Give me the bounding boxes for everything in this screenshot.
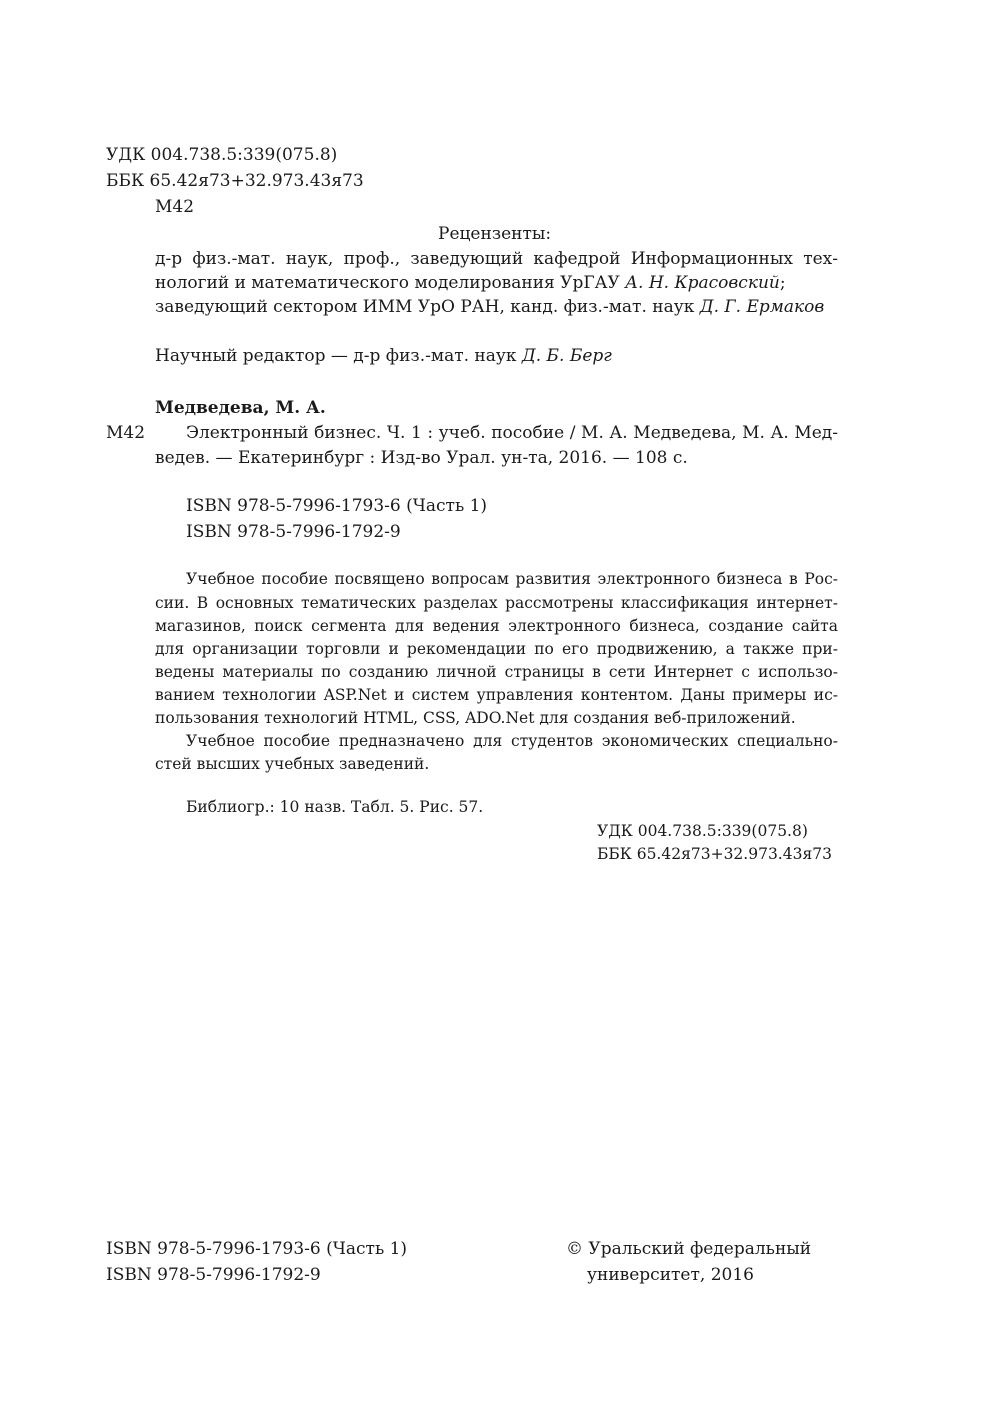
- udk-footer-block: УДК 004.738.5:339(075.8): [597, 822, 808, 840]
- editor-text: Научный редактор — д-р физ.-мат. наук: [155, 346, 522, 366]
- reviewer-name-2: Д. Г. Ермаков: [699, 297, 825, 317]
- abstract-line-7: пользования технологий HTML, CSS, ADO.Net для создания веб-приложений.: [155, 709, 796, 727]
- abstract-line-1: Учебное пособие посвящено вопросам развития электронного бизнеса в Рос-: [186, 570, 838, 588]
- abstract-line-6: ванием технологии ASP.Net и систем управления контентом. Даны примеры ис-: [155, 686, 838, 704]
- bib-title-line-2: ведев. — Екатеринбург : Изд-во Урал. ун-та, 2016. — 108 с.: [155, 448, 688, 468]
- abstract-line-3: магазинов, поиск сегмента для ведения электронного бизнеса, создание сайта: [155, 617, 838, 635]
- footer-isbn-2: ISBN 978-5-7996-1792-9: [106, 1265, 321, 1285]
- copyright-line-2: университет, 2016: [587, 1265, 754, 1285]
- reviewers-title: Рецензенты:: [438, 224, 552, 244]
- abstract-line-2: сии. В основных тематических разделах рассмотрены классификация интернет-: [155, 594, 838, 612]
- reviewers-line-1: д-р физ.-мат. наук, проф., заведующий кафедрой Информационных тех-: [155, 249, 838, 269]
- bbk-footer-block: ББК 65.42я73+32.973.43я73: [597, 845, 832, 863]
- bib-title-line-1: Электронный бизнес. Ч. 1 : учеб. пособие / М. А. Медведева, М. А. Мед-: [186, 423, 838, 443]
- bbk-header: ББК 65.42я73+32.973.43я73: [106, 171, 364, 191]
- reviewers-line-2-end: ;: [779, 273, 786, 293]
- reviewers-line-3-text: заведующий сектором ИММ УрО РАН, канд. физ.-мат. наук: [155, 297, 700, 317]
- editor-name: Д. Б. Берг: [521, 346, 612, 366]
- footer-isbn-1: ISBN 978-5-7996-1793-6 (Часть 1): [106, 1239, 408, 1259]
- udk-header: УДК 004.738.5:339(075.8): [106, 145, 338, 165]
- bib-isbn-1: ISBN 978-5-7996-1793-6 (Часть 1): [186, 496, 488, 516]
- abstract-p2-line-2: стей высших учебных заведений.: [155, 755, 430, 773]
- reviewers-line-2: [155, 271, 786, 295]
- author-code-header: М42: [155, 197, 195, 217]
- bib-code: М42: [106, 423, 146, 443]
- scientific-editor: [155, 344, 612, 368]
- abstract-p2-line-1: Учебное пособие предназначено для студентов экономических специально-: [186, 732, 838, 750]
- reviewer-name-1: А. Н. Красовский: [625, 273, 780, 293]
- reviewers-line-2-text: нологий и математического моделирования УрГАУ: [155, 273, 626, 293]
- bibliography-info: Библиогр.: 10 назв. Табл. 5. Рис. 57.: [186, 798, 484, 816]
- copyright-line-1: © Уральский федеральный: [566, 1239, 812, 1259]
- abstract-line-5: ведены материалы по созданию личной страницы в сети Интернет с использо-: [155, 663, 838, 681]
- abstract-line-4: для организации торговли и рекомендации по его продвижению, а также при-: [155, 640, 838, 658]
- reviewers-line-3: [155, 295, 824, 319]
- bib-isbn-2: ISBN 978-5-7996-1792-9: [186, 522, 401, 542]
- bib-author: Медведева, М. А.: [155, 398, 326, 418]
